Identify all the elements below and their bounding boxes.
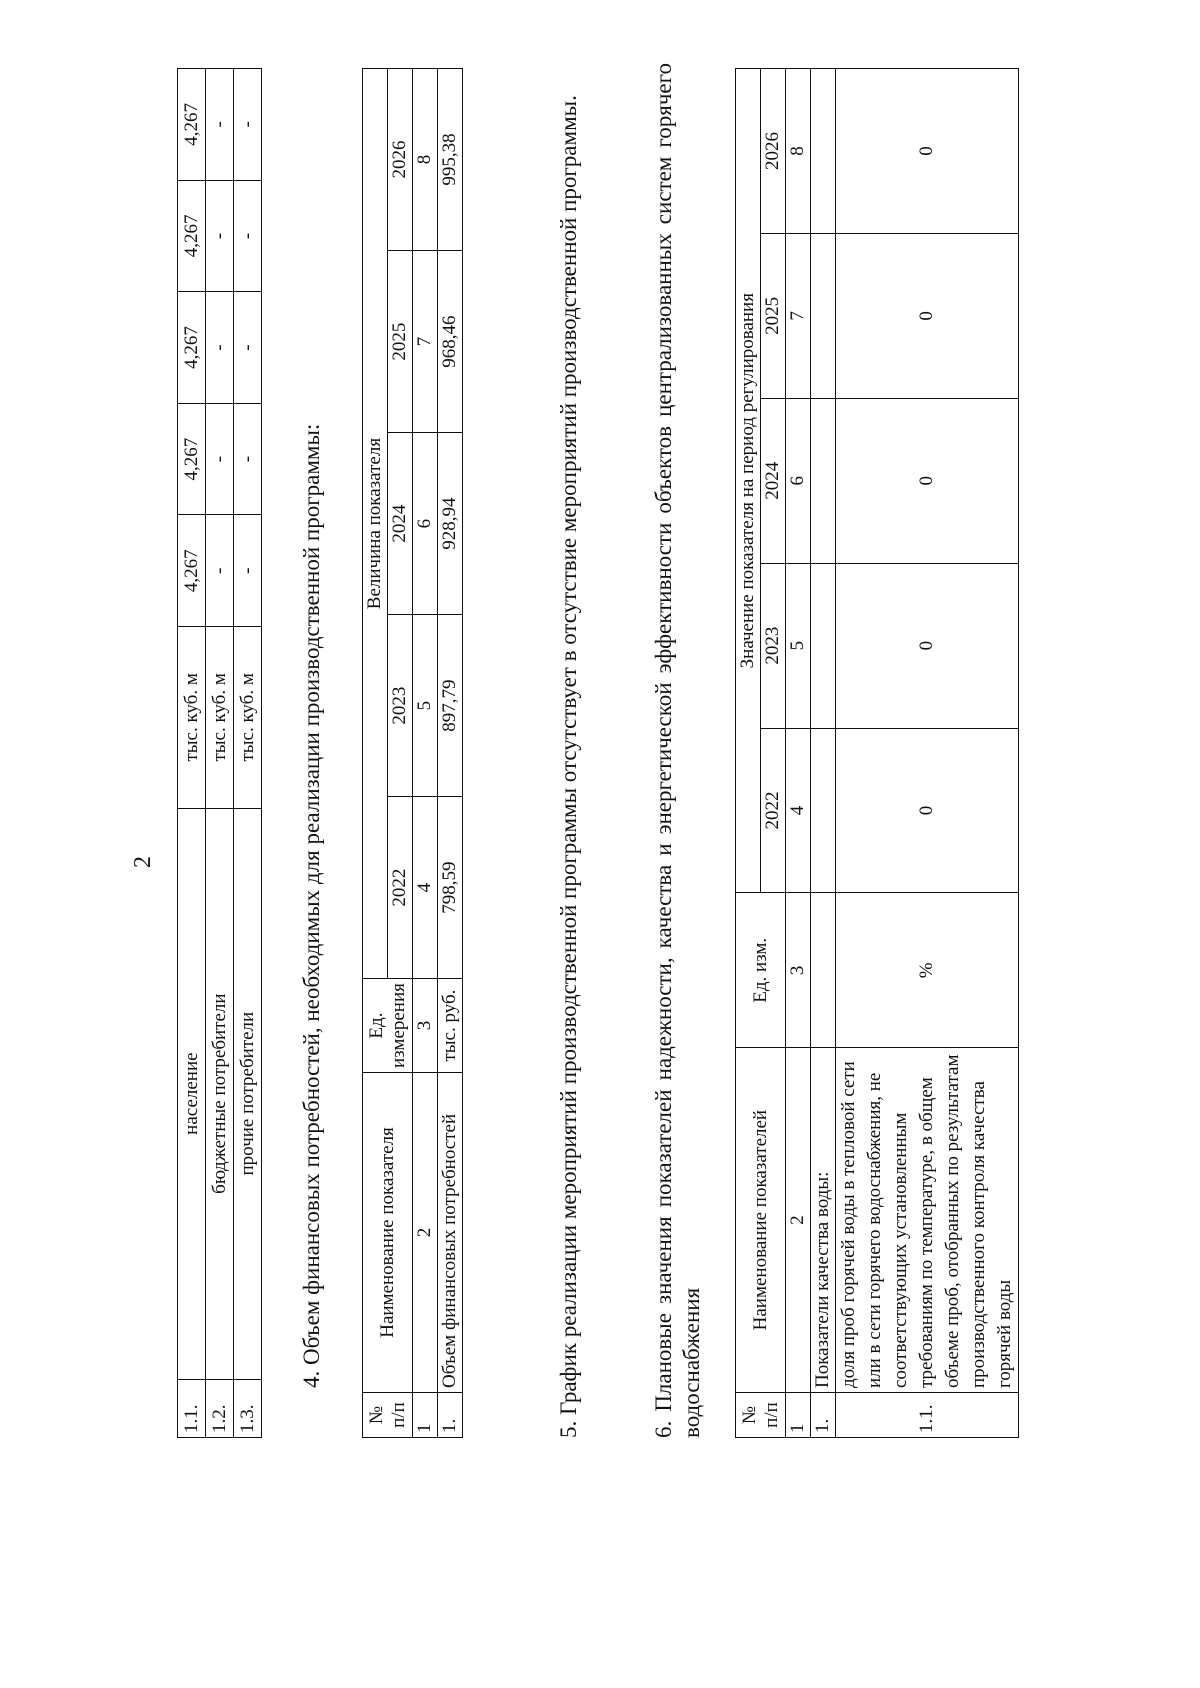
col-header-unit: Ед. изм. <box>736 893 786 1048</box>
table-header-row: 2022 2023 2024 2025 2026 <box>388 69 413 1438</box>
table-row: 1.1. доля проб горячей воды в тепловой сети или в сети горячего водоснабжения, не соответствующих установленным требованиям по температуре, в общем объеме проб, отобранных по результатам производственного контроля качества горячей воды % 0 0 0 0 0 <box>836 69 1019 1438</box>
col-header-name: Наименование показателей <box>736 1048 786 1393</box>
table-row: 1.1. население тыс. куб. м 4,267 4,267 4,267 4,267 4,267 <box>178 69 206 1438</box>
col-header-num: № п/п <box>736 1393 786 1438</box>
table-header-row <box>363 69 388 1438</box>
table-row: 1.3. прочие потребители тыс. куб. м - - - - - <box>234 69 262 1438</box>
col-header-value: Значение показателя на период регулирования <box>736 69 761 893</box>
section-4-heading: 4. Объем финансовых потребностей, необходимых для реализации производственной программы: <box>299 423 324 1388</box>
section-6-paragraph: 6. Плановые значения показателей надежности, качества и энергетической эффективности объектов централизованных систем горячего водоснабжения <box>651 63 704 1438</box>
table-group-row: 1. Показатели качества воды: <box>811 69 836 1438</box>
col-header-num: № п/п <box>363 1393 413 1438</box>
table-row: 1. Объем финансовых потребностей тыс. руб. 798,59 897,79 928,94 968,46 995,38 <box>438 69 463 1438</box>
quality-indicators-table <box>735 68 1019 1438</box>
section-5-paragraph: 5. График реализации мероприятий производственной программы отсутствует в отсутствие мероприятий производственной программы. <box>556 95 581 1438</box>
col-header-value: Величина показателя <box>363 69 388 979</box>
table-row: 1.2. бюджетные потребители тыс. куб. м - - - - - <box>206 69 234 1438</box>
column-number-row: 1 2 3 4 5 6 7 8 <box>413 69 438 1438</box>
consumption-table <box>177 68 262 1438</box>
financial-needs-table <box>362 68 463 1438</box>
table-header-row <box>736 69 761 1438</box>
column-number-row: 1 2 3 4 5 6 7 8 <box>786 69 811 1438</box>
table-header-row: 2022 2023 2024 2025 2026 <box>761 69 786 1438</box>
col-header-name: Наименование показателя <box>363 1072 413 1392</box>
page-number: 2 <box>130 856 156 868</box>
col-header-unit: Ед. измерения <box>363 979 413 1073</box>
